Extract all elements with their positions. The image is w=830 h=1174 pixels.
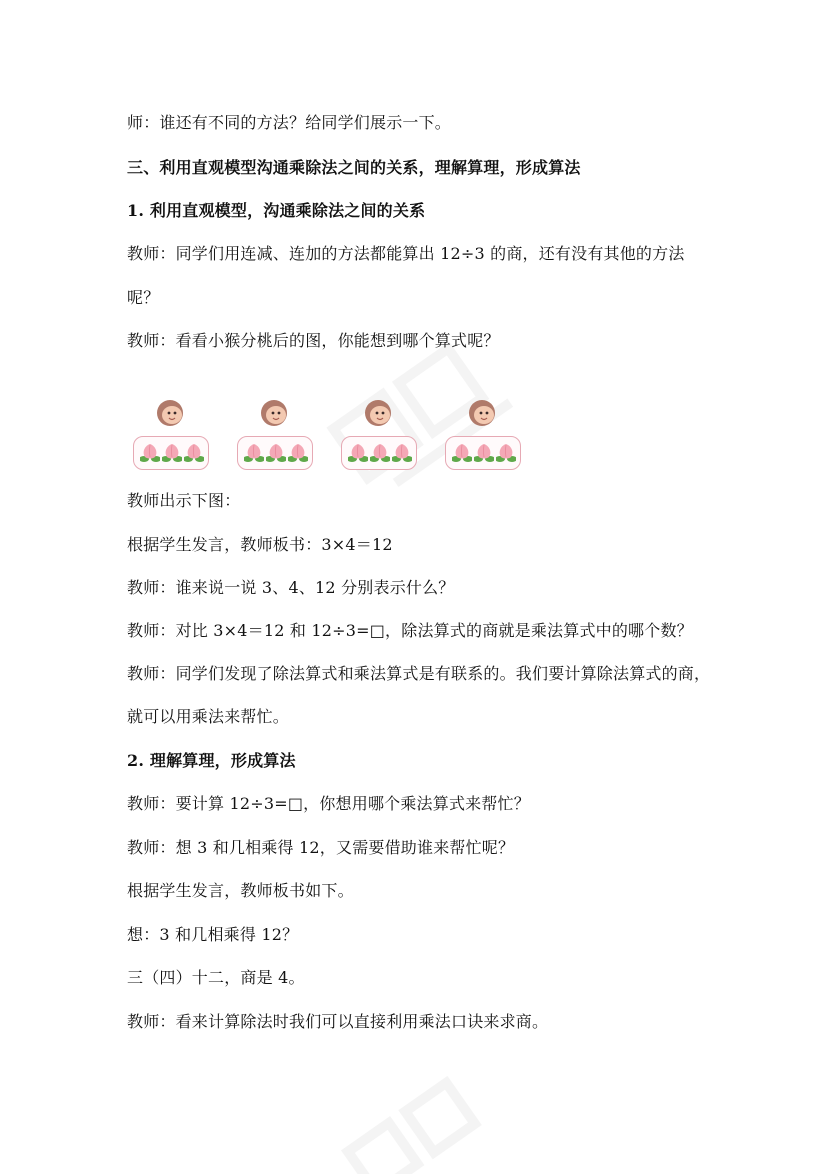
peach-icon <box>288 441 308 463</box>
text-line-16: 根据学生发言，教师板书如下。 <box>127 881 354 900</box>
text-line-9: 教师：谁来说一说 3、4、12 分别表示什么？ <box>127 578 455 597</box>
text-line-18: 三（四）十二，商是 4。 <box>127 968 305 987</box>
monkey-icon <box>467 398 497 428</box>
peach-icon <box>162 441 182 463</box>
text-line-8: 根据学生发言，教师板书：3×4＝12 <box>127 535 393 554</box>
monkey-group-1 <box>133 396 213 476</box>
peach-tray <box>237 436 313 470</box>
peach-icon <box>452 441 472 463</box>
text-line-19: 教师：看来计算除法时我们可以直接利用乘法口诀来求商。 <box>127 1012 549 1031</box>
text-line-17: 想：3 和几相乘得 12？ <box>127 925 299 944</box>
peach-tray <box>133 436 209 470</box>
text-line-7: 教师出示下图： <box>127 491 241 510</box>
monkey-group-2 <box>237 396 317 476</box>
text-line-5: 呢？ <box>127 288 160 307</box>
text-line-6: 教师：看看小猴分桃后的图，你能想到哪个算式呢？ <box>127 331 500 350</box>
text-line-14: 教师：要计算 12÷3=□，你想用哪个乘法算式来帮忙？ <box>127 794 530 813</box>
peach-icon <box>496 441 516 463</box>
subsection-heading-1: 1. 利用直观模型，沟通乘除法之间的关系 <box>127 201 426 220</box>
text-line-4: 教师：同学们用连减、连加的方法都能算出 12÷3 的商，还有没有其他的方法 <box>127 244 685 263</box>
peach-icon <box>474 441 494 463</box>
monkey-icon <box>363 398 393 428</box>
peach-icon <box>348 441 368 463</box>
text-line-1: 师：谁还有不同的方法？给同学们展示一下。 <box>127 113 452 132</box>
section-heading-3: 三、利用直观模型沟通乘除法之间的关系，理解算理，形成算法 <box>127 158 581 177</box>
peach-icon <box>266 441 286 463</box>
text-line-11: 教师：同学们发现了除法算式和乘法算式是有联系的。我们要计算除法算式的商， <box>127 664 711 683</box>
monkey-group-3 <box>341 396 421 476</box>
subsection-heading-2: 2. 理解算理，形成算法 <box>127 751 296 770</box>
peach-tray <box>341 436 417 470</box>
monkey-peach-illustration <box>127 396 547 476</box>
monkey-group-4 <box>445 396 525 476</box>
peach-icon <box>370 441 390 463</box>
peach-icon <box>184 441 204 463</box>
peach-icon <box>140 441 160 463</box>
text-line-12: 就可以用乘法来帮忙。 <box>127 707 290 726</box>
peach-tray <box>445 436 521 470</box>
monkey-icon <box>259 398 289 428</box>
peach-icon <box>392 441 412 463</box>
watermark-icon-bottom <box>320 1050 520 1174</box>
text-line-15: 教师：想 3 和几相乘得 12，又需要借助谁来帮忙呢？ <box>127 838 515 857</box>
monkey-icon <box>155 398 185 428</box>
text-line-10: 教师：对比 3×4＝12 和 12÷3=□，除法算式的商就是乘法算式中的哪个数？ <box>127 621 693 640</box>
peach-icon <box>244 441 264 463</box>
